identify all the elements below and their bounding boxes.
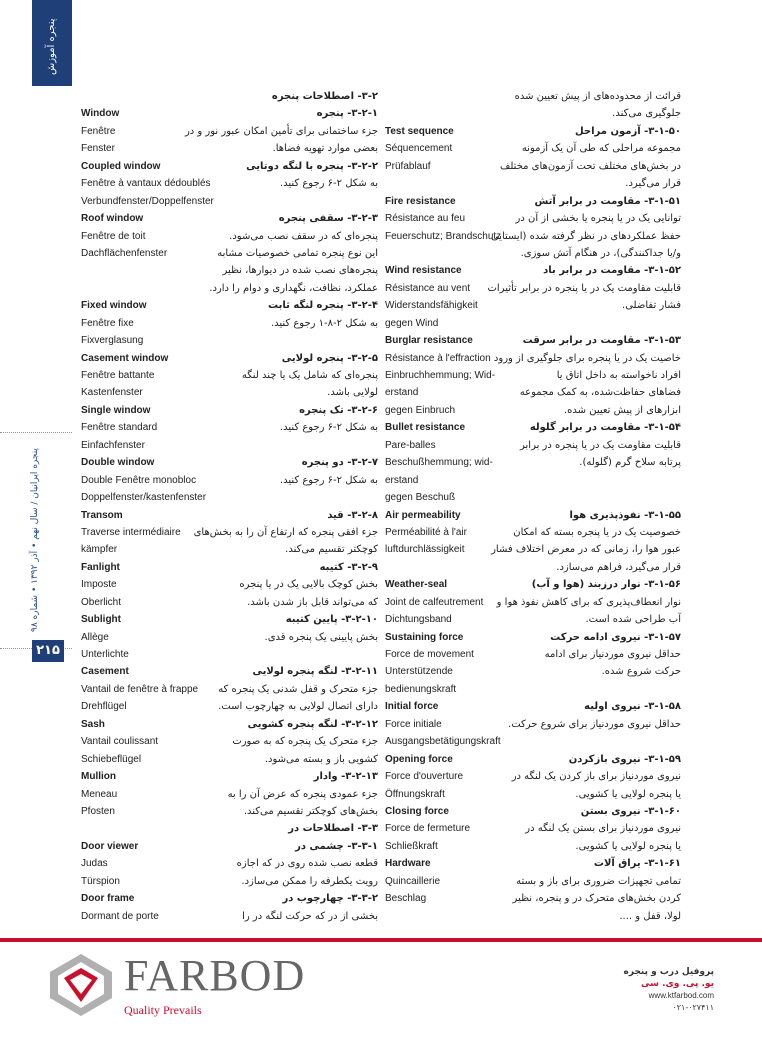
term-line: Oberlicht [81, 596, 122, 608]
term-line: Pare-balles [385, 439, 436, 451]
term-line [498, 315, 681, 332]
term-line [498, 489, 681, 506]
term-line: فضاهای حفاظت‌شده، به کمک مجموعه [519, 387, 681, 399]
term-line [232, 489, 378, 506]
term-line: این نوع پنجره تمامی خصوصیات مشابه [217, 247, 378, 259]
term-line: به شکل ۲-۶ رجوع کنید. [279, 474, 378, 486]
footer-rule [0, 938, 762, 942]
term-line: خاصیت یک در یا پنجره برای جلوگیری از ورود [493, 352, 681, 364]
term-line: gegen Wind [385, 317, 439, 329]
term-line: Double Fenêtre monobloc [81, 474, 197, 486]
term-heading: Wind resistance [385, 265, 462, 277]
term-line: فشار تفاضلی. [622, 300, 681, 312]
term-line [385, 245, 505, 262]
term-line: Ausgangsbetätigungskraft [385, 736, 501, 748]
term-heading: ۳-۳-۱- چشمی در [295, 840, 378, 852]
term-line: رویت یکطرفه را ممکن می‌سازد. [241, 875, 378, 887]
term-line: جزء ساختمانی برای تأمین امکان عبور نور و در [184, 125, 378, 137]
issue-line: پنجره ایرانیان / سال نهم • آذر ۱۳۹۲ • شماره ۹۸ [30, 448, 40, 632]
term-heading: Coupled window [81, 160, 161, 172]
term-line: آب طراحی شده است. [585, 614, 681, 626]
term-line: جزء عمودی پنجره که عرض آن را به [227, 788, 378, 800]
term-line [498, 733, 681, 750]
term-line: قابلیت مقاومت یک در یا پنجره در برابر تأثیرات [487, 282, 681, 294]
term-heading: ۳-۱-۵۶- نوار درزبند (هوا و آب) [531, 579, 681, 591]
term-heading: Hardware [385, 858, 431, 870]
term-heading: Weather-seal [385, 579, 448, 591]
term-heading: Sublight [81, 614, 121, 626]
term-line: به شکل ۲-۶ رجوع کنید. [279, 178, 378, 190]
term-line: gegen Einbruch [385, 404, 456, 416]
term-line: جزء افقی پنجره که ارتفاع آن را به بخش‌های [193, 526, 378, 538]
term-line: Schiebeflügel [81, 753, 142, 765]
term-line: Kastenfenster [81, 387, 143, 399]
term-line: لولا، قفل و .... [619, 910, 681, 922]
term-line: Türspion [81, 875, 120, 887]
term-line: قرار می‌گیرد، فراهم می‌سازد. [556, 561, 681, 573]
term-line: به شکل ۲-۸-۱ رجوع کنید. [270, 317, 378, 329]
term-line: Pfosten [81, 805, 115, 817]
term-line: حداقل نیروی موردنیاز برای ادامه [544, 649, 681, 660]
term-line: Vantail coulissant [81, 736, 159, 748]
term-line: افراد ناخواسته به داخل اتاق یا [556, 370, 681, 381]
farbod-logo-icon [46, 950, 116, 1020]
term-line: قرار می‌گیرد. [625, 178, 681, 190]
term-heading: ۳-۳- اصطلاحات در [288, 823, 378, 835]
term-line: Verbundfenster/Doppelfenster [81, 195, 214, 207]
term-line: Force d'ouverture [385, 771, 464, 783]
term-line: نیروی موردنیاز برای باز کردن یک لنگه در [511, 771, 681, 783]
term-line [232, 332, 378, 349]
divider [0, 432, 72, 433]
term-line: Quincaillerie [385, 875, 441, 887]
term-line: قطعه نصب شده روی در که اجازه [236, 858, 378, 870]
term-line: Öffnungskraft [385, 788, 445, 800]
term-heading: ۳-۲-۱۲- لنگه پنجره کشویی [247, 718, 378, 730]
term-line: مجموعه مراحلی که طی آن یک آزمونه [521, 143, 681, 155]
term-heading: ۳-۲-۱۰- پایین کتیبه [285, 614, 378, 626]
term-line: kämpfer [81, 544, 118, 556]
term-line [385, 88, 505, 105]
term-line: Résistance au vent [385, 282, 471, 294]
brand-name: FARBOD [124, 951, 306, 1000]
term-line: Judas [81, 858, 108, 870]
term-line [385, 105, 505, 122]
term-line: Beschlag [385, 893, 427, 905]
brand-tagline: Quality Prevails [124, 1003, 202, 1017]
term-heading: Roof window [81, 213, 144, 225]
term-heading: ۳-۲-۱۳- وادار [313, 771, 378, 783]
term-line: Doppelfenster/kastenfenster [81, 492, 207, 504]
term-line: عملکرد، نظافت، نگهداری و دوام را دارد. [209, 282, 378, 294]
term-line: نوار انعطاف‌پذیری که برای کاهش نفوذ هوا و [496, 596, 681, 608]
term-heading: ۳-۲-۷- دو پنجره [301, 457, 378, 469]
term-line: Einbruchhemmung; Wid- [385, 370, 496, 381]
term-line [385, 559, 505, 576]
term-line: Fenster [81, 143, 115, 155]
term-line [385, 175, 505, 192]
term-line: بخش پایینی یک پنجره قدی. [264, 631, 378, 643]
term-heading: ۳-۱-۵۲- مقاومت در برابر باد [543, 265, 681, 277]
term-line: Meneau [81, 788, 118, 800]
term-heading: Bullet resistance [385, 422, 466, 434]
term-line: یا پنجره لولایی یا کشویی. [575, 840, 681, 852]
column-2-definitions [184, 88, 378, 925]
term-line: تمامی تجهیزات ضروری برای باز و بسته [516, 875, 681, 887]
term-line: Dachflächenfenster [81, 247, 168, 259]
term-heading: Transom [81, 509, 123, 521]
term-heading: ۳-۱-۵۵- نفوذپذیری هوا [569, 509, 681, 521]
term-line: bedienungskraft [385, 683, 457, 695]
column-4-definitions [487, 88, 681, 925]
term-line: که می‌تواند قابل باز شدن باشد. [247, 596, 378, 608]
term-heading: ۳-۲-۶- تک پنجره [299, 404, 378, 416]
term-heading: Fanlight [81, 561, 120, 573]
term-line: جلوگیری می‌کند. [612, 108, 681, 120]
term-heading: Burglar resistance [385, 335, 473, 347]
term-line: Joint de calfeutrement [385, 596, 484, 608]
term-heading: ۳-۱-۵۳- مقاومت در برابر سرقت [522, 335, 681, 347]
term-line: Résistance à l'effraction [385, 352, 491, 364]
page-number: ۲۱۵ [32, 640, 64, 662]
term-heading: ۳-۲-۱۱- لنگه پنجره لولایی [252, 666, 378, 678]
term-line: توانایی یک در یا پنجره یا بخشی از آن در [515, 213, 681, 225]
term-heading: Opening force [385, 753, 453, 765]
term-heading: Fire resistance [385, 195, 456, 207]
term-line: Fenêtre fixe [81, 317, 134, 329]
term-line: gegen Beschuß [385, 492, 456, 504]
term-line: عبور هوا را، زمانی که در معرض اختلاف فشار [491, 544, 681, 556]
column-3-terms [385, 88, 505, 925]
term-line: Fenêtre [81, 125, 116, 137]
term-line: Fenêtre standard [81, 422, 158, 434]
term-line: Traverse intermédiaire [81, 526, 181, 538]
term-line: قابلیت مقاومت یک در یا پنجره در برابر [520, 439, 681, 451]
term-heading: Sustaining force [385, 631, 464, 643]
term-heading: Single window [81, 404, 151, 416]
term-line: Beschußhemmung; wid- [385, 457, 493, 469]
term-line [498, 472, 681, 489]
term-heading: ۳-۱-۶۱- یراق آلات [593, 858, 681, 870]
term-line: پنجره‌ای که در سقف نصب می‌شود. [229, 230, 378, 242]
term-line [232, 437, 378, 454]
term-heading: ۳-۱-۵۰- آزمون مراحل [575, 125, 681, 137]
term-line: Widerstandsfähigkeit [385, 300, 478, 312]
term-line: حرکت شروع شده. [601, 666, 681, 678]
term-line: erstand [385, 474, 419, 486]
term-line: Prüfablauf [385, 160, 431, 172]
term-line: کردن بخش‌های متحرک در و پنجره، نظیر [512, 893, 681, 905]
term-line: Fenêtre à vantaux dédoublés [81, 178, 211, 190]
term-line: بعضی موارد تهویه فضاها. [272, 143, 378, 155]
term-heading: ۳-۲-۸- قید [327, 509, 378, 521]
term-line: قرائت از محدوده‌های از پیش تعیین شده [514, 91, 681, 102]
term-line: Schließkraft [385, 840, 438, 852]
term-heading: Sash [81, 718, 105, 730]
footer-line-1: پروفیل درب و پنجره [623, 967, 714, 977]
term-heading: ۳-۱-۵۷- نیروی ادامه حرکت [550, 631, 681, 643]
term-line: Allège [81, 631, 109, 643]
term-line: نیروی موردنیاز برای بستن یک لنگه در [525, 823, 681, 835]
term-line: بخشی از در که حرکت لنگه در را [242, 910, 378, 922]
term-heading: ۳-۱-۵۴- مقاومت در برابر گلوله [529, 422, 681, 434]
term-line [385, 908, 505, 925]
term-line: Feuerschutz; Brandschutz [385, 230, 502, 242]
term-line [232, 646, 378, 663]
term-line: Force de fermeture [385, 823, 471, 835]
term-heading: ۳-۲-۳- سقفی پنجره [278, 213, 378, 225]
term-heading: ۳-۱-۵۹- نیروی بازکردن [568, 753, 681, 765]
term-line: پنجره‌ای که شامل یک یا چند لنگه [241, 370, 378, 381]
term-heading: ۳-۱-۵۸- نیروی اولیه [584, 701, 681, 713]
term-line: یا پنجره لولایی یا کشویی. [575, 788, 681, 800]
term-heading: Air permeability [385, 509, 461, 521]
term-heading: ۳-۱-۵۱- مقاومت در برابر آتش [534, 195, 681, 207]
term-line: به شکل ۲-۶ رجوع کنید. [279, 422, 378, 434]
term-line: حفظ عملکردهای در نظر گرفته شده (ایستایی [490, 230, 681, 242]
term-line: Séquencement [385, 143, 453, 155]
term-line: Force de movement [385, 649, 474, 660]
side-tab-label: پنجره آموزش [46, 18, 57, 76]
term-line [232, 193, 378, 210]
term-line: در بخش‌های مختلف تحت آزمون‌های مختلف [500, 160, 681, 172]
term-line: erstand [385, 387, 419, 399]
footer-line-2: یو. پی. وی. سی [641, 979, 714, 989]
term-line [498, 681, 681, 698]
term-heading: Door viewer [81, 840, 139, 852]
term-line: Dichtungsband [385, 614, 452, 626]
term-heading: ۳-۲-۵- پنجره لولایی [281, 352, 378, 364]
term-line: Perméabilité à l'air [385, 526, 467, 538]
term-line: Drehflügel [81, 701, 127, 713]
term-line: جزء متحرک و قفل شدنی یک پنجره که [218, 683, 378, 695]
term-line: لولایی باشد. [327, 387, 378, 399]
footer-website: www.ktfarbod.com [648, 991, 714, 1000]
term-line: Fenêtre battante [81, 370, 155, 381]
term-heading: ۳-۳-۲- چهارچوب در [282, 893, 378, 905]
term-heading: Casement [81, 666, 129, 678]
term-line: کوچکتر تقسیم می‌کند. [285, 544, 378, 556]
footer-phone: ۰۲۱-۰۲۷۴۱۱ [672, 1003, 714, 1012]
term-heading: ۳-۲- اصطلاحات پنجره [271, 91, 378, 102]
term-line: بخش کوچک بالایی یک در یا پنجره [239, 579, 378, 591]
term-line: حداقل نیروی موردنیاز برای شروع حرکت. [508, 718, 681, 730]
term-line: Fenêtre de toit [81, 230, 146, 242]
term-heading: ۳-۲-۱- پنجره [316, 108, 378, 120]
term-line: و/یا جداکنندگی)، در هنگام آتش سوزی. [520, 247, 681, 259]
term-heading: Test sequence [385, 125, 454, 137]
term-heading: ۳-۲-۹- کتیبه [319, 561, 378, 573]
term-heading: ۳-۲-۴- پنجره لنگه ثابت [268, 300, 378, 312]
term-heading: Double window [81, 457, 155, 469]
term-line: Imposte [81, 579, 117, 591]
term-line: Einfachfenster [81, 439, 145, 451]
term-line: کشویی باز و بسته می‌شود. [264, 753, 378, 765]
term-line: Résistance au feu [385, 213, 466, 225]
term-heading: Window [81, 108, 120, 120]
term-line: پرتابه سلاح گرم (گلوله). [579, 457, 681, 469]
term-line: بخش‌های کوچکتر تقسیم می‌کند. [243, 805, 378, 817]
term-line: خصوصیت یک در یا پنجره بسته که امکان [513, 526, 681, 538]
term-line: Unterstützende [385, 666, 453, 678]
term-line: Dormant de porte [81, 910, 159, 922]
term-heading: Door frame [81, 893, 135, 905]
term-line: جزء متحرک یک پنجره که به صورت [232, 736, 378, 748]
term-heading: ۳-۱-۶۰- نیروی بستن [580, 805, 681, 817]
term-line: Fixverglasung [81, 335, 144, 347]
term-line: ابزارهای از پیش تعیین شده. [563, 404, 681, 416]
term-line: Force initiale [385, 718, 442, 730]
term-line: luftdurchlässigkeit [385, 544, 465, 556]
footer-contact [594, 966, 714, 1014]
term-line: Vantail de fenêtre à frappe [81, 683, 199, 695]
term-heading: Initial force [385, 701, 439, 713]
term-heading: Fixed window [81, 300, 147, 312]
term-heading: Closing force [385, 805, 449, 817]
term-line: Unterlichte [81, 649, 129, 660]
term-heading: Mullion [81, 771, 116, 783]
term-heading: ۳-۲-۲- پنجره با لنگه دوتایی [246, 160, 378, 172]
term-line: دارای اتصال لولایی به چهارچوب است. [218, 701, 378, 713]
term-heading: Casement window [81, 352, 169, 364]
term-line: پنجره‌های نصب شده در دیوارها، نظیر [222, 265, 378, 277]
